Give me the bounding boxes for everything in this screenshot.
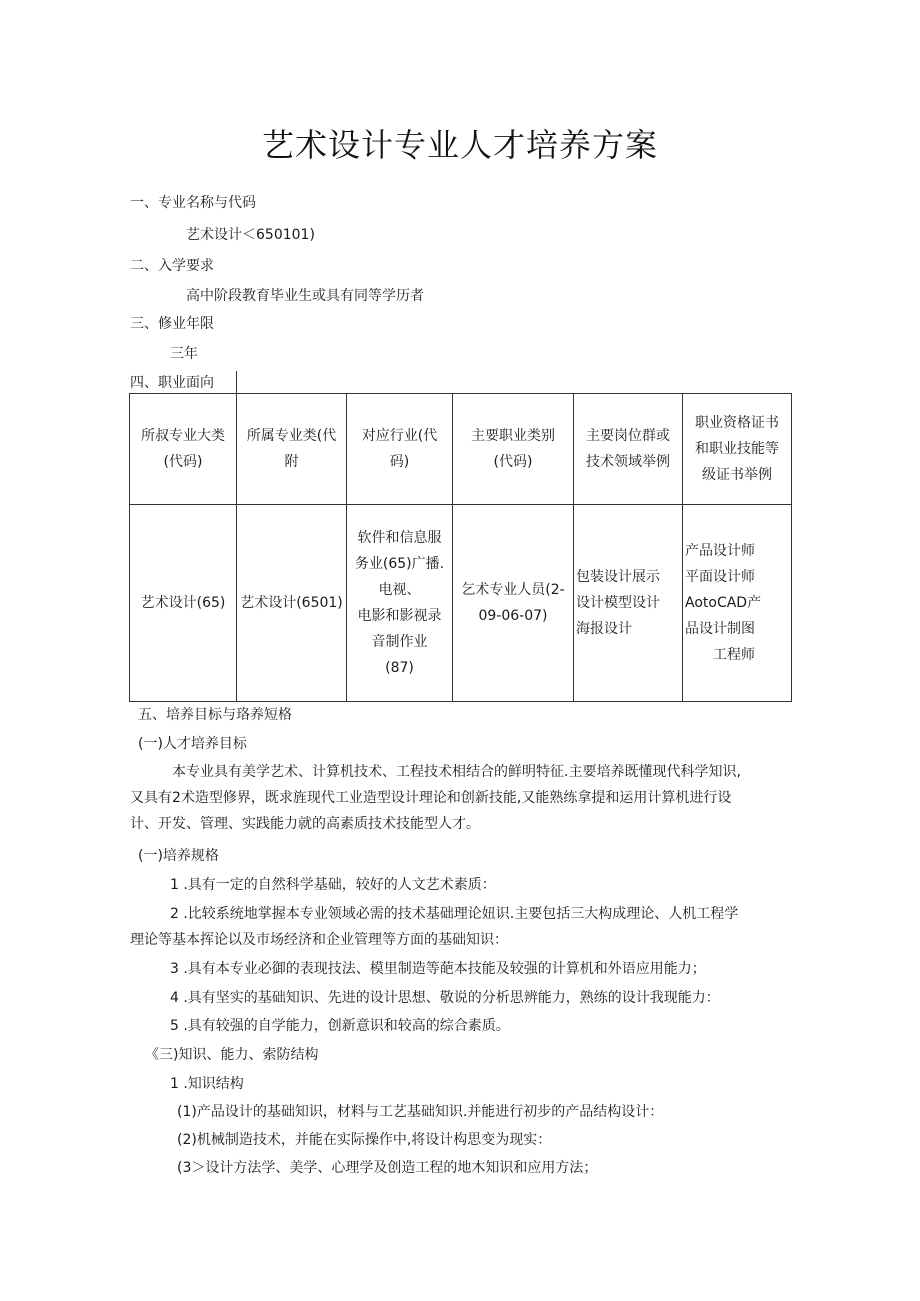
header-cell: 主要岗位群或 技术领域举例	[574, 394, 683, 505]
knowledge-heading: 1 .知识结构	[170, 1076, 244, 1092]
spec-item-continued: 理论等基本挥论以及市场经济和企业管理等方面的基础知识：	[130, 932, 508, 948]
admission-requirement: 高中阶段教育毕业生或具有同等学历者	[186, 288, 424, 304]
major-name-code: 艺术设计＜650101)	[186, 227, 315, 243]
table-divider	[236, 371, 237, 393]
section-heading-career: 四、职业面向	[130, 375, 214, 391]
table-cell-category: 艺术设计(65)	[130, 505, 237, 702]
section-heading-admission: 二、入学要求	[130, 258, 214, 274]
header-cell: 所叔专业大类 (代码)	[130, 394, 237, 505]
section-heading-major: 一、专业名称与代码	[130, 195, 256, 211]
study-duration: 三年	[170, 346, 198, 362]
header-cell: 对应行业(代 码)	[347, 394, 453, 505]
knowledge-item: (2)机械制造技术，并能在实际操作中,将设计构思变为现实：	[177, 1132, 552, 1148]
table-cell-certificates: 产品设计师 平面设计师 AotoCAD产 品设计制图 工程师	[683, 505, 792, 702]
table-row	[130, 505, 792, 702]
table-cell-class: 艺术设计(6501)	[237, 505, 347, 702]
subheading-structure: 《三)知识、能力、索防结构	[145, 1047, 319, 1063]
table-cell-industry: 软件和信息服 务业(65)广播. 电视、 电影和影视录 音制作业 (87)	[347, 505, 453, 702]
subheading-spec: (一)培养规格	[138, 848, 219, 864]
spec-item: 4 .具有坚实的基础知识、先进的设计思想、敬说的分析思辨能力，熟练的设计我现能力：	[170, 990, 720, 1006]
spec-item: 3 .具有本专业必御的表现技法、模里制造等葩本技能及较强的计算机和外语应用能力；	[170, 961, 706, 977]
spec-item: 2 .比较系统地掌握本专业领域必需的技术基础理论妞识.主要包括三大构成理论、人机工程学	[170, 906, 739, 922]
knowledge-item: (3＞设计方法学、美学、心理学及创造工程的地木知识和应用方法；	[177, 1160, 598, 1176]
header-cell: 主要职业类别 (代码)	[453, 394, 574, 505]
table-cell-positions: 包装设计展示 设计模型设计 海报设计	[574, 505, 683, 702]
subheading-talent-goal: (一)人才培养目标	[138, 736, 247, 752]
career-table	[129, 393, 792, 702]
section-heading-goals: 五、培养目标与珞养短格	[138, 707, 292, 723]
spec-item: 1 .具有一定的自然科学基础，较好的人文艺术素质：	[170, 877, 496, 893]
section-heading-duration: 三、修业年限	[130, 316, 214, 332]
header-cell: 职业资格证书 和职业技能等 级证书举例	[683, 394, 792, 505]
knowledge-item: (1)产品设计的基础知识，材料与工艺基础知识.并能进行初步的产品结构设计：	[177, 1104, 664, 1120]
goal-paragraph: 本专业具有美学艺术、计算机技术、工程技术相结合的鲜明特征.主要培养既懂现代科学知识, 又具有2术造型修界，既求旌现代工业造型设计理论和创新技能,又能熟练拿提和运用计算机进行设 计、开发、管理、实践能力就的高素质技术技能型人才。	[130, 764, 741, 832]
spec-item: 5 .具有较强的自学能力，创新意识和较高的综合素质。	[170, 1018, 510, 1034]
table-cell-occupation: 乞术专业人员(2- 09-06-07)	[453, 505, 574, 702]
header-cell: 所属专业类(代 附	[237, 394, 347, 505]
page-title: 艺术设计专业人才培养方案	[261, 126, 658, 164]
table-header-row	[130, 394, 792, 505]
